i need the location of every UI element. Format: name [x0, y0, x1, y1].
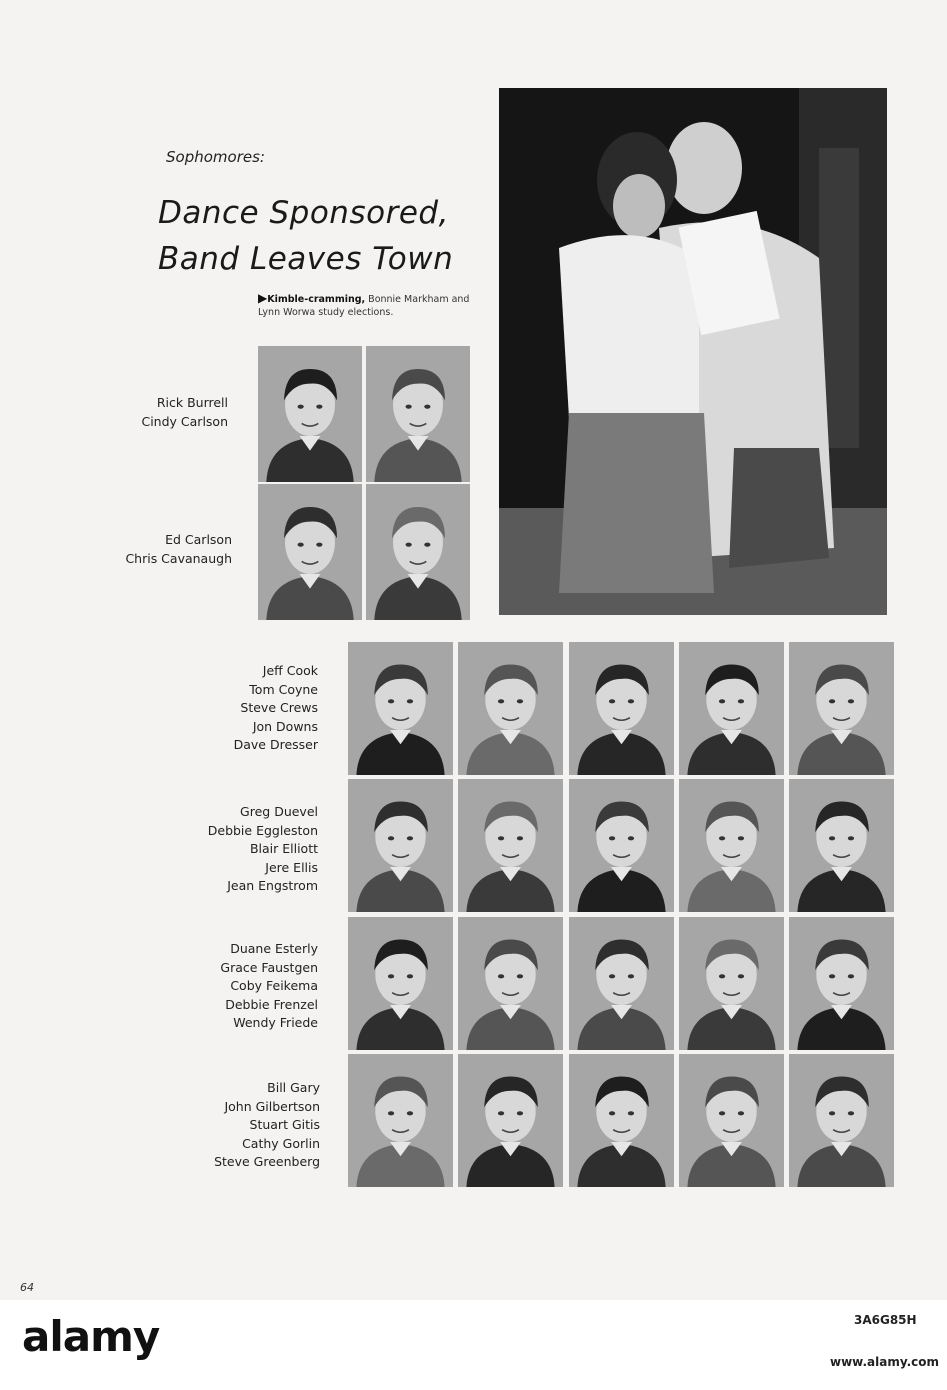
student-name: Bill Gary [267, 1080, 320, 1095]
name-group-6 [60, 1079, 320, 1172]
student-name: Jean Engstrom [227, 878, 318, 893]
student-name: Greg Duevel [240, 804, 318, 819]
student-name: Wendy Friede [233, 1015, 318, 1030]
name-group-1 [60, 394, 228, 431]
caption-bold: Kimble-cramming, [267, 294, 366, 305]
student-name: Steve Crews [240, 700, 318, 715]
headline-line-1: Dance Sponsored, [158, 195, 449, 231]
student-name: Debbie Frenzel [225, 996, 318, 1012]
student-portrait [569, 917, 674, 1050]
student-portrait [258, 346, 362, 482]
student-portrait [348, 1054, 453, 1187]
student-portrait [366, 484, 470, 620]
student-portrait [458, 779, 563, 912]
caption-text: Bonnie Markham and Lynn Worwa study elections. [258, 294, 470, 318]
headline-line-2: Band Leaves Town [158, 241, 454, 277]
student-name: Tom Coyne [249, 681, 318, 697]
student-name: Stuart Gitis [249, 1117, 320, 1132]
student-name: Grace Faustgen [220, 959, 318, 975]
student-portrait [679, 779, 784, 912]
page-headline [158, 190, 498, 282]
name-group-4 [60, 803, 318, 896]
name-group-3 [60, 662, 318, 755]
student-portrait [789, 779, 894, 912]
student-portrait [679, 642, 784, 775]
caption-arrow-icon: ▶ [258, 291, 268, 305]
name-group-2 [60, 531, 232, 568]
student-portrait [679, 917, 784, 1050]
student-portrait [258, 484, 362, 620]
page-number: 64 [20, 1281, 34, 1294]
student-portrait [569, 642, 674, 775]
student-name: Rick Burrell [156, 395, 228, 410]
student-portrait [789, 917, 894, 1050]
student-portrait [348, 779, 453, 912]
student-portrait [458, 642, 563, 775]
student-name: Debbie Eggleston [207, 822, 318, 838]
student-name: Coby Feikema [230, 978, 318, 993]
student-name: Ed Carlson [165, 532, 232, 547]
student-portrait [569, 1054, 674, 1187]
photo-caption [258, 292, 484, 319]
student-portrait [348, 642, 453, 775]
student-name: Blair Elliott [249, 841, 318, 856]
name-group-5 [60, 940, 318, 1033]
student-portrait [366, 346, 470, 482]
student-name: John Gilbertson [224, 1098, 320, 1114]
student-name: Cindy Carlson [141, 413, 228, 429]
student-name: Chris Cavanaugh [125, 550, 232, 566]
student-portrait [458, 917, 563, 1050]
brand-logo: alamy [22, 1312, 160, 1361]
student-name: Cathy Gorlin [242, 1135, 320, 1151]
student-name: Jon Downs [252, 718, 318, 734]
section-label: Sophomores: [166, 148, 265, 166]
candid-photo [499, 88, 887, 615]
student-name: Jere Ellis [265, 859, 318, 875]
student-portrait [569, 779, 674, 912]
student-portrait [679, 1054, 784, 1187]
student-name: Steve Greenberg [214, 1154, 320, 1169]
student-portrait [789, 1054, 894, 1187]
site-url: www.alamy.com [830, 1355, 940, 1369]
student-name: Dave Dresser [233, 737, 318, 752]
student-portrait [458, 1054, 563, 1187]
student-portrait [348, 917, 453, 1050]
student-portrait [789, 642, 894, 775]
image-id: 3A6G85H [854, 1313, 917, 1327]
student-name: Jeff Cook [262, 663, 318, 678]
student-name: Duane Esterly [230, 941, 318, 956]
